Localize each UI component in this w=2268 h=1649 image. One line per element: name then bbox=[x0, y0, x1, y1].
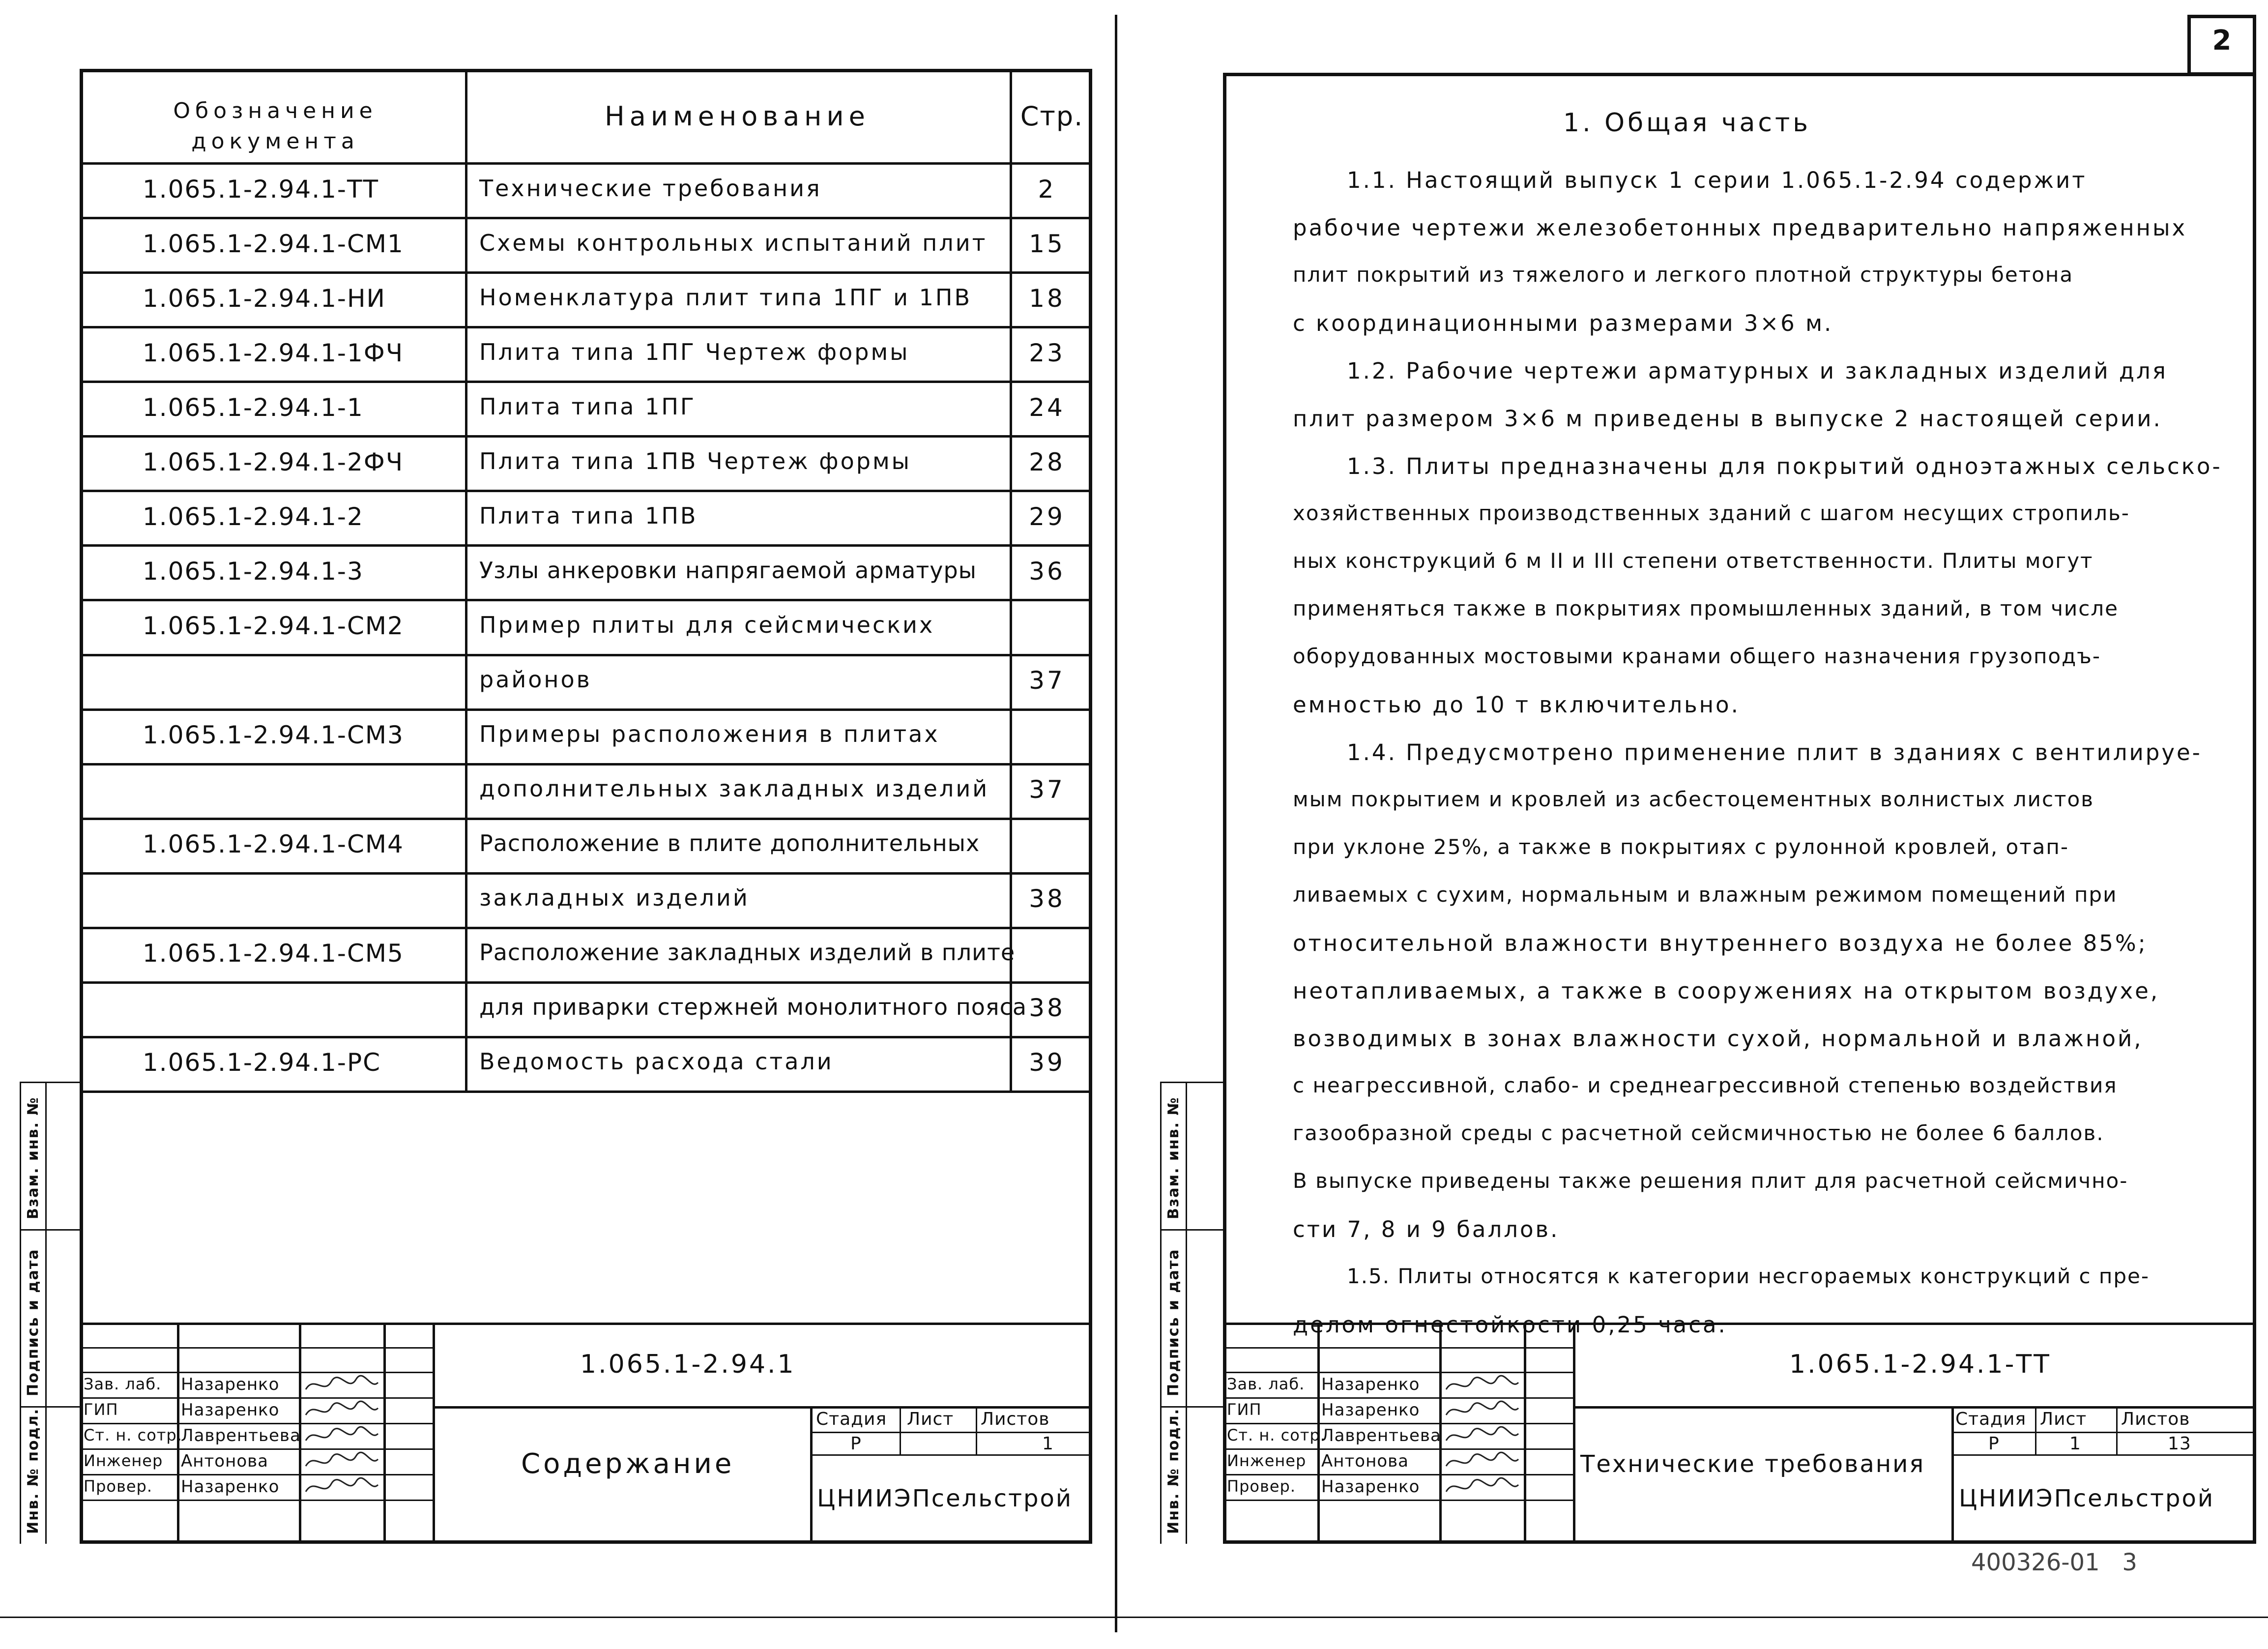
people-role: Провер. bbox=[84, 1477, 152, 1496]
left-podpis-label: Подпись и дата bbox=[25, 1248, 42, 1396]
toc-row-name: Плита типа 1ПГ bbox=[479, 393, 696, 420]
toc-row-name: Примеры расположения в плитах bbox=[479, 721, 940, 748]
toc-row-divider-partial bbox=[465, 654, 1092, 656]
people-name: Антонова bbox=[1321, 1451, 1409, 1471]
people-role: Инженер bbox=[1227, 1451, 1307, 1470]
toc-row-code: 1.065.1-2.94.1-2 bbox=[143, 502, 364, 531]
people-role: ГИП bbox=[1227, 1400, 1262, 1419]
bottom-sheet-edge bbox=[0, 1617, 2268, 1618]
right-inv-label: Инв. № подл. bbox=[1165, 1408, 1182, 1534]
toc-row-page: 38 bbox=[1029, 994, 1065, 1023]
right-sheet-value: 1 bbox=[2069, 1434, 2081, 1454]
left-vzam-label: Взам. инв. № bbox=[25, 1096, 42, 1219]
toc-row-code: 1.065.1-2.94.1-2ФЧ bbox=[143, 447, 404, 476]
toc-header-page: Стр. bbox=[1020, 101, 1084, 132]
toc-row-code: 1.065.1-2.94.1-РС bbox=[143, 1048, 381, 1077]
signature-scribble bbox=[302, 1475, 380, 1500]
signature-scribble bbox=[302, 1424, 380, 1448]
people-name: Антонова bbox=[181, 1451, 268, 1471]
right-side-strip-line bbox=[1160, 1082, 1162, 1544]
signature-scribble bbox=[1442, 1475, 1521, 1500]
left-tb-stage-v1 bbox=[900, 1406, 901, 1454]
body-text-line: 1.3. Плиты предназначены для покрытий одноэтажных сельско- bbox=[1347, 453, 2222, 479]
left-doc-code: 1.065.1-2.94.1 bbox=[580, 1350, 796, 1379]
right-tb-stage-row bbox=[1951, 1432, 2256, 1433]
right-doc-title: Технические требования bbox=[1580, 1450, 1925, 1478]
toc-row-code: 1.065.1-2.94.1-1ФЧ bbox=[143, 338, 404, 367]
toc-row-code: 1.065.1-2.94.1-ТТ bbox=[143, 175, 379, 204]
toc-row-name: Технические требования bbox=[479, 175, 822, 202]
body-text-line: сти 7, 8 и 9 баллов. bbox=[1293, 1216, 1560, 1242]
right-stage-value: Р bbox=[1988, 1434, 2000, 1454]
toc-row-divider bbox=[80, 599, 1092, 601]
people-name: Назаренко bbox=[181, 1400, 280, 1420]
body-text-line: 1.5. Плиты относятся к категории несгораемых конструкций с пре- bbox=[1347, 1264, 2150, 1288]
left-side-strip-div2 bbox=[20, 1406, 81, 1408]
toc-row-name: Узлы анкеровки напрягаемой арматуры bbox=[479, 557, 977, 584]
toc-row-divider-code bbox=[80, 763, 465, 766]
toc-row-name: Расположение в плите дополнительных bbox=[479, 830, 980, 857]
toc-row-divider-code bbox=[80, 981, 465, 984]
toc-row-name: для приварки стержней монолитного пояса bbox=[479, 994, 1027, 1021]
toc-row-page: 23 bbox=[1029, 338, 1065, 367]
right-sheet-label: Лист bbox=[2040, 1409, 2087, 1429]
body-text-line: с координационными размерами 3×6 м. bbox=[1293, 310, 1833, 336]
people-role: Ст. н. сотр. bbox=[84, 1426, 182, 1444]
body-text-line: делом огнестойкости 0,25 часа. bbox=[1293, 1312, 1727, 1338]
footer-stamp: 400326-01 3 bbox=[1971, 1549, 2137, 1576]
toc-row-code: 1.065.1-2.94.1-3 bbox=[143, 557, 364, 586]
people-name: Назаренко bbox=[1321, 1375, 1420, 1394]
toc-row-page: 29 bbox=[1029, 502, 1065, 531]
people-role: ГИП bbox=[84, 1400, 118, 1419]
signature-scribble bbox=[1442, 1398, 1521, 1423]
toc-row-name: закладных изделий bbox=[479, 884, 750, 912]
toc-bottom bbox=[80, 1090, 1092, 1093]
left-side-strip-div1 bbox=[20, 1229, 81, 1231]
right-tb-h-code bbox=[1573, 1406, 2256, 1409]
body-text-line: ливаемых с сухим, нормальным и влажным режимом помещений при bbox=[1293, 883, 2118, 907]
signature-scribble bbox=[302, 1398, 380, 1423]
people-role: Ст. н. сотр. bbox=[1227, 1426, 1326, 1444]
body-text-line: 1.2. Рабочие чертежи арматурных и закладных изделий для bbox=[1347, 358, 2168, 384]
left-tb-stage-row2 bbox=[810, 1454, 1092, 1456]
left-tb-stage-row bbox=[810, 1432, 1092, 1433]
body-text-line: 1.1. Настоящий выпуск 1 серии 1.065.1-2.94 содержит bbox=[1347, 167, 2087, 193]
body-text-line: рабочие чертежи железобетонных предварительно напряженных bbox=[1293, 215, 2187, 241]
toc-row-page: 24 bbox=[1029, 393, 1065, 422]
toc-row-name: Схемы контрольных испытаний плит bbox=[479, 229, 988, 256]
right-podpis-label: Подпись и дата bbox=[1165, 1248, 1182, 1396]
body-text-line: возводимых в зонах влажности сухой, нормальной и влажной, bbox=[1293, 1026, 2143, 1052]
left-stage-value: Р bbox=[850, 1434, 862, 1454]
right-vzam-label: Взам. инв. № bbox=[1165, 1096, 1182, 1219]
toc-row-name: Плита типа 1ПВ Чертеж формы bbox=[479, 447, 911, 474]
toc-row-code: 1.065.1-2.94.1-СМ2 bbox=[143, 612, 404, 640]
left-stage-label: Стадия bbox=[816, 1409, 887, 1429]
toc-col-divider-1 bbox=[465, 69, 467, 1091]
toc-row-page: 18 bbox=[1029, 284, 1065, 313]
people-role: Зав. лаб. bbox=[1227, 1375, 1305, 1393]
toc-row-divider-code bbox=[80, 654, 465, 656]
toc-row-page: 36 bbox=[1029, 557, 1065, 586]
toc-row-name: Расположение закладных изделий в плите bbox=[479, 939, 1016, 966]
toc-row-name: дополнительных закладных изделий bbox=[479, 775, 989, 802]
left-title-block-top bbox=[80, 1323, 1092, 1325]
people-row-divider bbox=[1223, 1500, 1573, 1501]
toc-row-divider bbox=[80, 818, 1092, 820]
toc-row-divider-partial bbox=[465, 763, 1092, 766]
toc-row-divider bbox=[80, 708, 1092, 711]
left-side-strip-top bbox=[20, 1082, 81, 1083]
toc-row-name: Ведомость расхода стали bbox=[479, 1048, 834, 1075]
toc-row-page: 2 bbox=[1038, 175, 1056, 204]
toc-row-code: 1.065.1-2.94.1-СМ1 bbox=[143, 229, 404, 258]
toc-row-code: 1.065.1-2.94.1-СМ3 bbox=[143, 721, 404, 750]
toc-row-divider-code bbox=[80, 872, 465, 875]
toc-header-designation: Обозначение документа bbox=[173, 98, 378, 154]
signature-scribble bbox=[1442, 1424, 1521, 1448]
right-org: ЦНИИЭПсельстрой bbox=[1959, 1485, 2215, 1512]
people-role: Инженер bbox=[84, 1451, 163, 1470]
body-text-line: применяться также в покрытиях промышленных зданий, в том числе bbox=[1293, 596, 2119, 620]
right-tb-v4 bbox=[1573, 1323, 1575, 1544]
toc-row-code: 1.065.1-2.94.1-СМ4 bbox=[143, 830, 404, 859]
body-text-line: плит покрытий из тяжелого и легкого плотной структуры бетона bbox=[1293, 263, 2074, 287]
toc-col-divider-2 bbox=[1010, 69, 1012, 1091]
toc-row-page: 37 bbox=[1029, 666, 1065, 695]
people-name: Назаренко bbox=[181, 1375, 280, 1394]
left-side-strip-line-2 bbox=[45, 1082, 47, 1544]
right-tb-v5 bbox=[1951, 1406, 1954, 1544]
toc-row-name: районов bbox=[479, 666, 592, 693]
toc-row-page: 37 bbox=[1029, 775, 1065, 804]
left-sheet-label: Лист bbox=[907, 1409, 954, 1429]
signature-scribble bbox=[302, 1449, 380, 1474]
body-text-line: относительной влажности внутреннего воздуха не более 85%; bbox=[1293, 930, 2148, 956]
body-text-line: мым покрытием и кровлей из асбестоцементных волнистых листов bbox=[1293, 787, 2094, 811]
toc-row-page: 28 bbox=[1029, 447, 1065, 476]
body-text-line: газообразной среды с расчетной сейсмичностью не более 6 баллов. bbox=[1293, 1121, 2104, 1145]
body-text-line: хозяйственных производственных зданий с шагом несущих стропиль- bbox=[1293, 501, 2130, 525]
right-tb-v3 bbox=[1524, 1323, 1526, 1544]
toc-row-name: Номенклатура плит типа 1ПГ и 1ПВ bbox=[479, 284, 972, 311]
left-tb-v4 bbox=[433, 1323, 435, 1544]
left-sheets-label: Листов bbox=[981, 1409, 1050, 1429]
left-sheet-value: 1 bbox=[1042, 1434, 1054, 1454]
toc-row-divider bbox=[80, 326, 1092, 328]
people-name: Лаврентьева bbox=[181, 1426, 301, 1445]
toc-row-divider bbox=[80, 271, 1092, 274]
right-side-strip-div1 bbox=[1160, 1229, 1224, 1231]
people-role: Зав. лаб. bbox=[84, 1375, 162, 1393]
right-doc-code: 1.065.1-2.94.1-ТТ bbox=[1789, 1350, 2051, 1379]
people-grid-line bbox=[80, 1347, 433, 1349]
body-text-line: емностью до 10 т включительно. bbox=[1293, 692, 1740, 718]
toc-header-name: Наименование bbox=[605, 101, 870, 132]
toc-row-page: 15 bbox=[1029, 229, 1065, 258]
toc-row-page: 39 bbox=[1029, 1048, 1065, 1077]
left-tb-h-code bbox=[433, 1406, 1092, 1409]
section-heading: 1. Общая часть bbox=[1563, 108, 1811, 138]
right-title-block-top bbox=[1223, 1323, 2256, 1325]
toc-row-divider bbox=[80, 435, 1092, 438]
people-name: Лаврентьева bbox=[1321, 1426, 1441, 1445]
toc-row-code: 1.065.1-2.94.1-НИ bbox=[143, 284, 386, 313]
left-tb-v5 bbox=[810, 1406, 813, 1544]
body-text-line: оборудованных мостовыми кранами общего назначения грузоподъ- bbox=[1293, 644, 2101, 668]
toc-row-divider bbox=[80, 381, 1092, 383]
signature-scribble bbox=[302, 1373, 380, 1397]
right-side-strip-top bbox=[1160, 1082, 1224, 1083]
body-text-line: 1.4. Предусмотрено применение плит в зданиях с вентилируе- bbox=[1347, 739, 2202, 766]
people-name: Назаренко bbox=[1321, 1400, 1420, 1420]
signature-scribble bbox=[1442, 1449, 1521, 1474]
right-side-strip-line-2 bbox=[1186, 1082, 1187, 1544]
toc-row-divider bbox=[80, 927, 1092, 929]
signature-scribble bbox=[1442, 1373, 1521, 1397]
people-name: Назаренко bbox=[1321, 1477, 1420, 1497]
toc-row-divider bbox=[80, 544, 1092, 547]
body-text-line: при уклоне 25%, а также в покрытиях с рулонной кровлей, отап- bbox=[1293, 835, 2069, 859]
body-text-line: неотапливаемых, а также в сооружениях на открытом воздухе, bbox=[1293, 978, 2160, 1004]
left-tb-v3 bbox=[383, 1323, 386, 1544]
toc-row-divider-partial bbox=[465, 981, 1092, 984]
toc-row-name: Плита типа 1ПГ Чертеж формы bbox=[479, 338, 910, 365]
people-row-divider bbox=[80, 1500, 433, 1501]
toc-row-divider bbox=[80, 217, 1092, 219]
body-text-line: плит размером 3×6 м приведены в выпуске 2 настоящей серии. bbox=[1293, 406, 2162, 432]
left-side-strip-line bbox=[20, 1082, 21, 1544]
right-sheets-value: 13 bbox=[2168, 1434, 2191, 1454]
right-tb-stage-v1 bbox=[2035, 1406, 2036, 1454]
body-text-line: В выпуске приведены также решения плит для расчетной сейсмично- bbox=[1293, 1169, 2128, 1193]
toc-row-divider bbox=[80, 1036, 1092, 1038]
toc-row-name: Пример плиты для сейсмических bbox=[479, 612, 935, 638]
people-grid-line bbox=[1223, 1347, 1573, 1349]
toc-header-bottom bbox=[80, 162, 1092, 165]
left-inv-label: Инв. № подл. bbox=[25, 1408, 42, 1534]
body-text-line: с неагрессивной, слабо- и среднеагрессивной степенью воздействия bbox=[1293, 1073, 2118, 1097]
toc-row-code: 1.065.1-2.94.1-1 bbox=[143, 393, 364, 422]
body-text-line: ных конструкций 6 м II и III степени ответственности. Плиты могут bbox=[1293, 549, 2094, 573]
people-role: Провер. bbox=[1227, 1477, 1296, 1496]
left-doc-title: Содержание bbox=[521, 1448, 735, 1480]
toc-row-page: 38 bbox=[1029, 884, 1065, 913]
right-sheets-label: Листов bbox=[2121, 1409, 2190, 1429]
center-page-divider bbox=[1115, 15, 1117, 1632]
toc-row-divider-partial bbox=[465, 872, 1092, 875]
right-tb-stage-v2 bbox=[2116, 1406, 2118, 1454]
toc-row-name: Плита типа 1ПВ bbox=[479, 502, 698, 529]
right-tb-stage-row2 bbox=[1951, 1454, 2256, 1456]
left-tb-stage-v2 bbox=[976, 1406, 977, 1454]
left-org: ЦНИИЭПсельстрой bbox=[817, 1485, 1073, 1512]
page-number: 2 bbox=[2212, 25, 2232, 57]
toc-row-divider bbox=[80, 490, 1092, 492]
toc-row-code: 1.065.1-2.94.1-СМ5 bbox=[143, 939, 404, 968]
right-side-strip-div2 bbox=[1160, 1406, 1224, 1408]
right-stage-label: Стадия bbox=[1955, 1409, 2027, 1429]
people-name: Назаренко bbox=[181, 1477, 280, 1497]
